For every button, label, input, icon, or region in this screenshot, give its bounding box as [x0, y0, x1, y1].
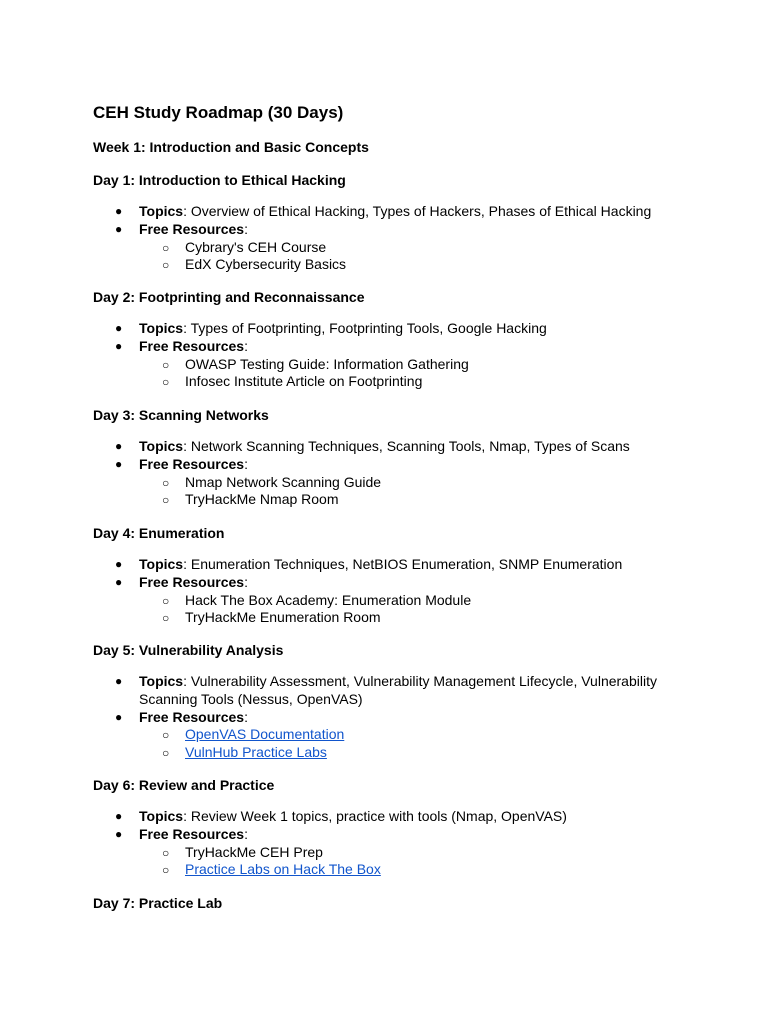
bullet-icon: ● [115, 709, 123, 724]
resource-text: TryHackMe Enumeration Room [185, 609, 381, 626]
resource-item [93, 744, 679, 762]
resources-label: Free Resources [139, 220, 245, 237]
bullet-icon: ● [115, 574, 123, 589]
resource-item [93, 256, 679, 274]
day-section [93, 525, 693, 627]
day-items [93, 203, 693, 274]
circle-bullet-icon: ○ [162, 475, 170, 490]
bullet-icon: ● [115, 204, 123, 218]
resource-text: Hack The Box Academy: Enumeration Module [185, 591, 472, 608]
topics-item: ● Topics: Vulnerability Assessment, Vulnerability Management Lifecycle, Vulnerability Scanning Tools (Nessus, OpenVAS) [115, 673, 657, 707]
day-section [93, 895, 693, 911]
resource-item [93, 356, 679, 374]
topics-label: Topics [139, 673, 184, 689]
resources-label: Free Resources [139, 573, 245, 590]
resource-link[interactable]: Practice Labs on Hack The Box [185, 861, 381, 878]
resource-text: OWASP Testing Guide: Information Gathering [185, 355, 469, 372]
bullet-icon: ● [115, 809, 123, 823]
day-items [93, 320, 693, 391]
circle-bullet-icon: ○ [162, 240, 170, 255]
resources-list [139, 356, 679, 392]
day-items [93, 556, 693, 627]
day-section [93, 642, 693, 762]
topics-item: ● Topics: Types of Footprinting, Footprinting Tools, Google Hacking [115, 320, 547, 336]
day-heading: Day 5: Vulnerability Analysis [93, 642, 284, 658]
bullet-icon: ● [115, 826, 123, 841]
topics-label: Topics [139, 320, 184, 336]
day-section [93, 407, 693, 509]
resources-list [139, 592, 679, 628]
topics-item: ● Topics: Review Week 1 topics, practice with tools (Nmap, OpenVAS) [115, 808, 567, 824]
resources-item: ● Free Resources: ○ OWASP Testing Guide: Information Gathering ○ Infosec Institute Article on Footprinting [93, 338, 679, 391]
resource-link[interactable]: OpenVAS Documentation [185, 726, 345, 743]
bullet-icon: ● [115, 221, 123, 236]
circle-bullet-icon: ○ [162, 845, 170, 860]
circle-bullet-icon: ○ [162, 746, 170, 761]
resource-text: TryHackMe Nmap Room [185, 491, 339, 508]
bullet-icon: ● [115, 338, 123, 353]
bullet-icon: ● [115, 557, 123, 571]
topics-text: Review Week 1 topics, practice with tools (Nmap, OpenVAS) [190, 808, 567, 824]
day-heading: Day 2: Footprinting and Reconnaissance [93, 289, 365, 305]
resource-item [93, 474, 679, 492]
resource-item [93, 491, 679, 509]
topics-item: ● Topics: Enumeration Techniques, NetBIOS Enumeration, SNMP Enumeration [115, 556, 623, 572]
resources-label: Free Resources [139, 708, 245, 725]
day-heading: Day 1: Introduction to Ethical Hacking [93, 172, 346, 188]
circle-bullet-icon: ○ [162, 728, 170, 743]
resource-text: Nmap Network Scanning Guide [185, 473, 382, 490]
bullet-icon: ● [115, 456, 123, 471]
day-items [93, 673, 693, 762]
resource-item [93, 592, 679, 610]
topics-item: ● Topics: Network Scanning Techniques, Scanning Tools, Nmap, Types of Scans [115, 438, 630, 454]
resource-link[interactable]: VulnHub Practice Labs [185, 744, 327, 761]
topics-text: Network Scanning Techniques, Scanning Tools, Nmap, Types of Scans [190, 438, 630, 454]
day-section [93, 777, 693, 879]
resources-item: ● Free Resources: ○ Nmap Network Scanning Guide ○ TryHackMe Nmap Room [93, 456, 679, 509]
circle-bullet-icon: ○ [162, 611, 170, 626]
resource-item [93, 373, 679, 391]
resource-item [93, 844, 679, 862]
topics-text: Types of Footprinting, Footprinting Tools, Google Hacking [190, 320, 547, 336]
topics-label: Topics [139, 556, 184, 572]
circle-bullet-icon: ○ [162, 375, 170, 390]
resource-text: EdX Cybersecurity Basics [185, 256, 347, 273]
day-heading: Day 6: Review and Practice [93, 777, 275, 793]
resource-text: Infosec Institute Article on Footprinting [185, 373, 423, 390]
circle-bullet-icon: ○ [162, 357, 170, 372]
bullet-icon: ● [115, 321, 123, 335]
resources-label: Free Resources [139, 455, 245, 472]
circle-bullet-icon: ○ [162, 493, 170, 508]
day-heading: Day 3: Scanning Networks [93, 407, 269, 423]
day-heading: Day 4: Enumeration [93, 525, 225, 541]
circle-bullet-icon: ○ [162, 863, 170, 878]
resource-text: Cybrary's CEH Course [185, 238, 327, 255]
document-title: CEH Study Roadmap (30 Days) [93, 103, 344, 122]
resources-item: ● Free Resources: ○ Cybrary's CEH Course ○ EdX Cybersecurity Basics [93, 221, 679, 274]
resources-list [139, 844, 679, 880]
circle-bullet-icon: ○ [162, 258, 170, 273]
resource-text: TryHackMe CEH Prep [185, 843, 323, 860]
topics-label: Topics [139, 808, 184, 824]
week-heading: Week 1: Introduction and Basic Concepts [93, 139, 369, 155]
topics-item: ● Topics: Overview of Ethical Hacking, Types of Hackers, Phases of Ethical Hacking [115, 203, 652, 219]
day-section [93, 289, 693, 391]
bullet-icon: ● [115, 439, 123, 453]
resources-item: ● Free Resources: ○ TryHackMe CEH Prep ○ Practice Labs on Hack The Box [93, 826, 679, 879]
resource-item [93, 609, 679, 627]
topics-label: Topics [139, 438, 184, 454]
day-items [93, 438, 693, 509]
resources-list [139, 474, 679, 510]
day-section [93, 172, 693, 274]
topics-text: Overview of Ethical Hacking, Types of Hackers, Phases of Ethical Hacking [190, 203, 652, 219]
resources-list [139, 239, 679, 275]
day-heading: Day 7: Practice Lab [93, 895, 223, 911]
topics-text: Enumeration Techniques, NetBIOS Enumeration, SNMP Enumeration [190, 556, 623, 572]
resource-item [93, 239, 679, 257]
resource-item [93, 861, 679, 879]
resources-item: ● Free Resources: ○ OpenVAS Documentation ○ VulnHub Practice Labs [93, 709, 679, 762]
topics-text: Vulnerability Assessment, Vulnerability Management Lifecycle, Vulnerability Scanning Tools (Nessus, OpenVAS) [139, 673, 657, 707]
day-items [93, 808, 693, 879]
resources-label: Free Resources [139, 825, 245, 842]
circle-bullet-icon: ○ [162, 593, 170, 608]
resources-label: Free Resources [139, 337, 245, 354]
topics-label: Topics [139, 203, 184, 219]
resource-item [93, 726, 679, 744]
resources-item: ● Free Resources: ○ Hack The Box Academy: Enumeration Module ○ TryHackMe Enumeration Room [93, 574, 679, 627]
bullet-icon: ● [115, 674, 123, 688]
resources-list [139, 726, 679, 762]
